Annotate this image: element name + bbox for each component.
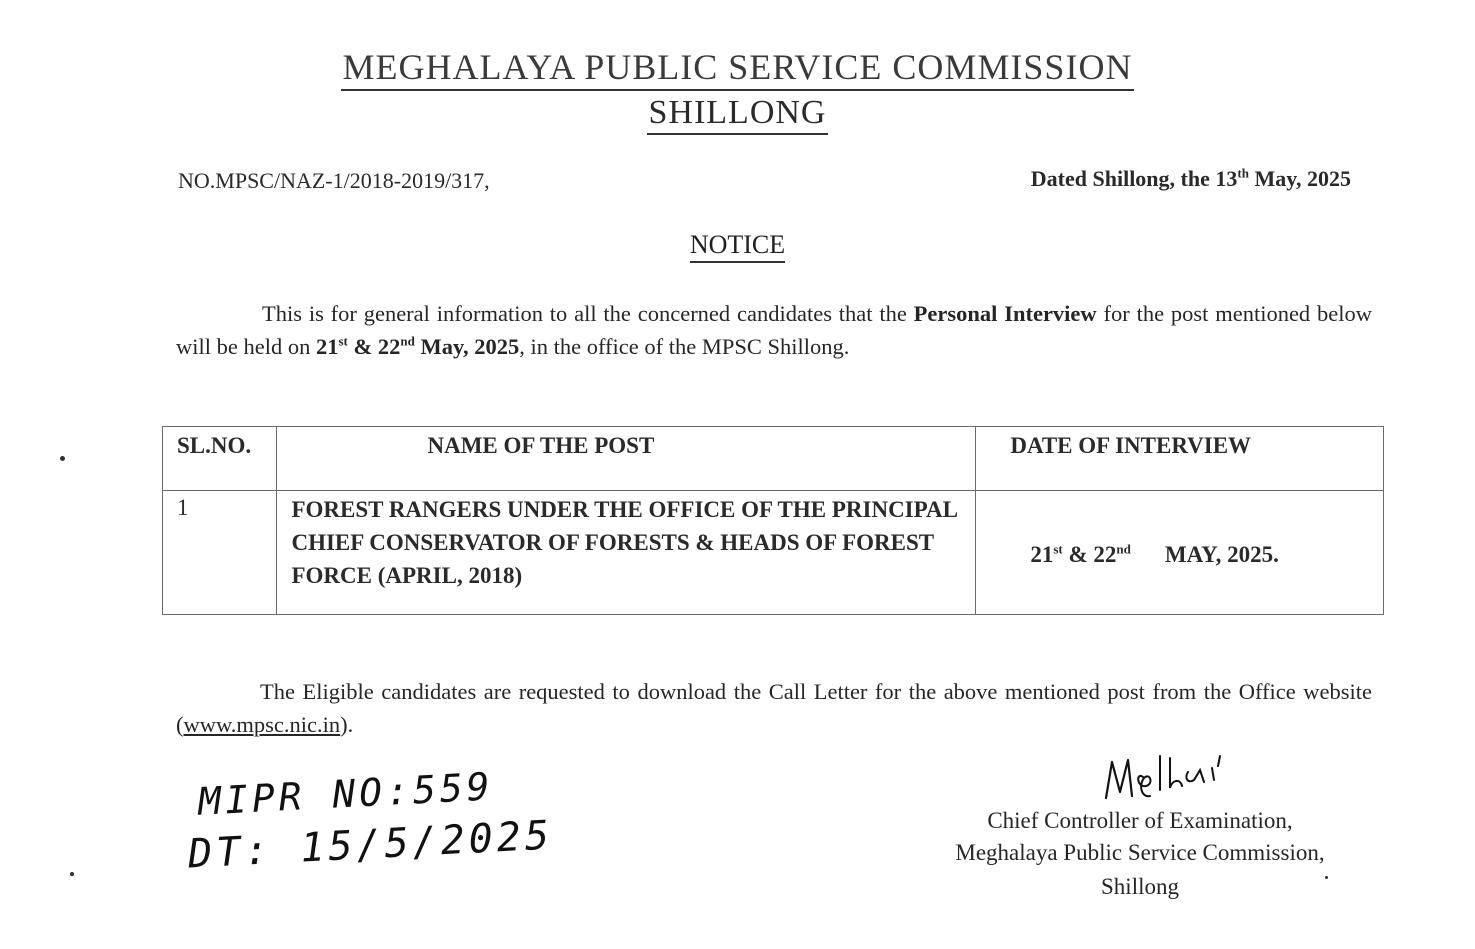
header-post-name: NAME OF THE POST [277, 427, 976, 491]
para2-end: ). [340, 712, 354, 737]
cell-date-tail: MAY, 2025. [1164, 542, 1279, 567]
scan-speck [1325, 876, 1328, 879]
issue-date-suffix: May, 2025 [1248, 166, 1351, 191]
notice-paragraph-1 [176, 297, 1372, 363]
interview-table [162, 426, 1384, 615]
notice-paragraph-2 [176, 675, 1372, 741]
signature-scribble-icon [1100, 748, 1230, 810]
para1-intro: This is for general information to all the concerned candidates that the [262, 301, 914, 326]
cell-post-name: FOREST RANGERS UNDER THE OFFICE OF THE PRINCIPAL CHIEF CONSERVATOR OF FORESTS & HEADS OF FOREST FORCE (APRIL, 2018) [277, 491, 976, 615]
handwritten-mipr-number: MIPR NO:559 [197, 764, 495, 824]
header-interview-date: DATE OF INTERVIEW [976, 427, 1384, 491]
cell-date-2-sup: nd [1116, 541, 1131, 557]
cell-date-join: & 22 [1062, 542, 1117, 567]
para1-date [316, 334, 519, 359]
signatory-city: Shillong [1101, 874, 1179, 899]
signatory-title: Chief Controller of Examination, [987, 808, 1293, 833]
scan-speck [70, 872, 74, 876]
reference-number: NO.MPSC/NAZ-1/2018-2019/317, [178, 168, 490, 193]
notice-title [0, 230, 1475, 263]
para1-date-2-sup: nd [400, 333, 415, 349]
signatory-organization: Meghalaya Public Service Commission, [955, 840, 1325, 865]
table-header-row [163, 427, 1384, 491]
header-sl-no: SL.NO. [163, 427, 277, 491]
issue-date [1031, 166, 1351, 192]
cell-date-1-sup: st [1053, 541, 1063, 557]
para1-date-join: & 22 [347, 334, 401, 359]
handwritten-mipr-date: DT: 15/5/2025 [187, 812, 555, 878]
issue-date-sup: th [1237, 165, 1249, 181]
organization-city [0, 94, 1475, 135]
organization-city-text: SHILLONG [647, 94, 829, 135]
para1-bold: Personal Interview [913, 301, 1097, 326]
organization-name-text: MEGHALAYA PUBLIC SERVICE COMMISSION [341, 46, 1135, 91]
scan-speck [60, 456, 65, 461]
para1-mid: for the post mentioned below will be held on [176, 301, 1372, 359]
cell-date-1: 21 [1030, 542, 1054, 567]
organization-name [0, 46, 1475, 91]
website-link[interactable]: www.mpsc.nic.in [183, 712, 341, 737]
para1-date-tail: May, 2025 [414, 334, 520, 359]
para1-end: , in the office of the MPSC Shillong. [519, 334, 850, 359]
para2-text: The Eligible candidates are requested to download the Call Letter for the above mentioned post from the Office website ( [176, 679, 1372, 737]
cell-sl-no: 1 [163, 491, 277, 615]
para1-date-1-sup: st [338, 333, 348, 349]
issue-date-prefix: Dated Shillong, the 13 [1030, 166, 1238, 191]
table-row [163, 491, 1384, 615]
notice-title-text: NOTICE [690, 230, 785, 263]
para1-date-1: 21 [315, 334, 339, 359]
cell-interview-date [976, 491, 1384, 615]
